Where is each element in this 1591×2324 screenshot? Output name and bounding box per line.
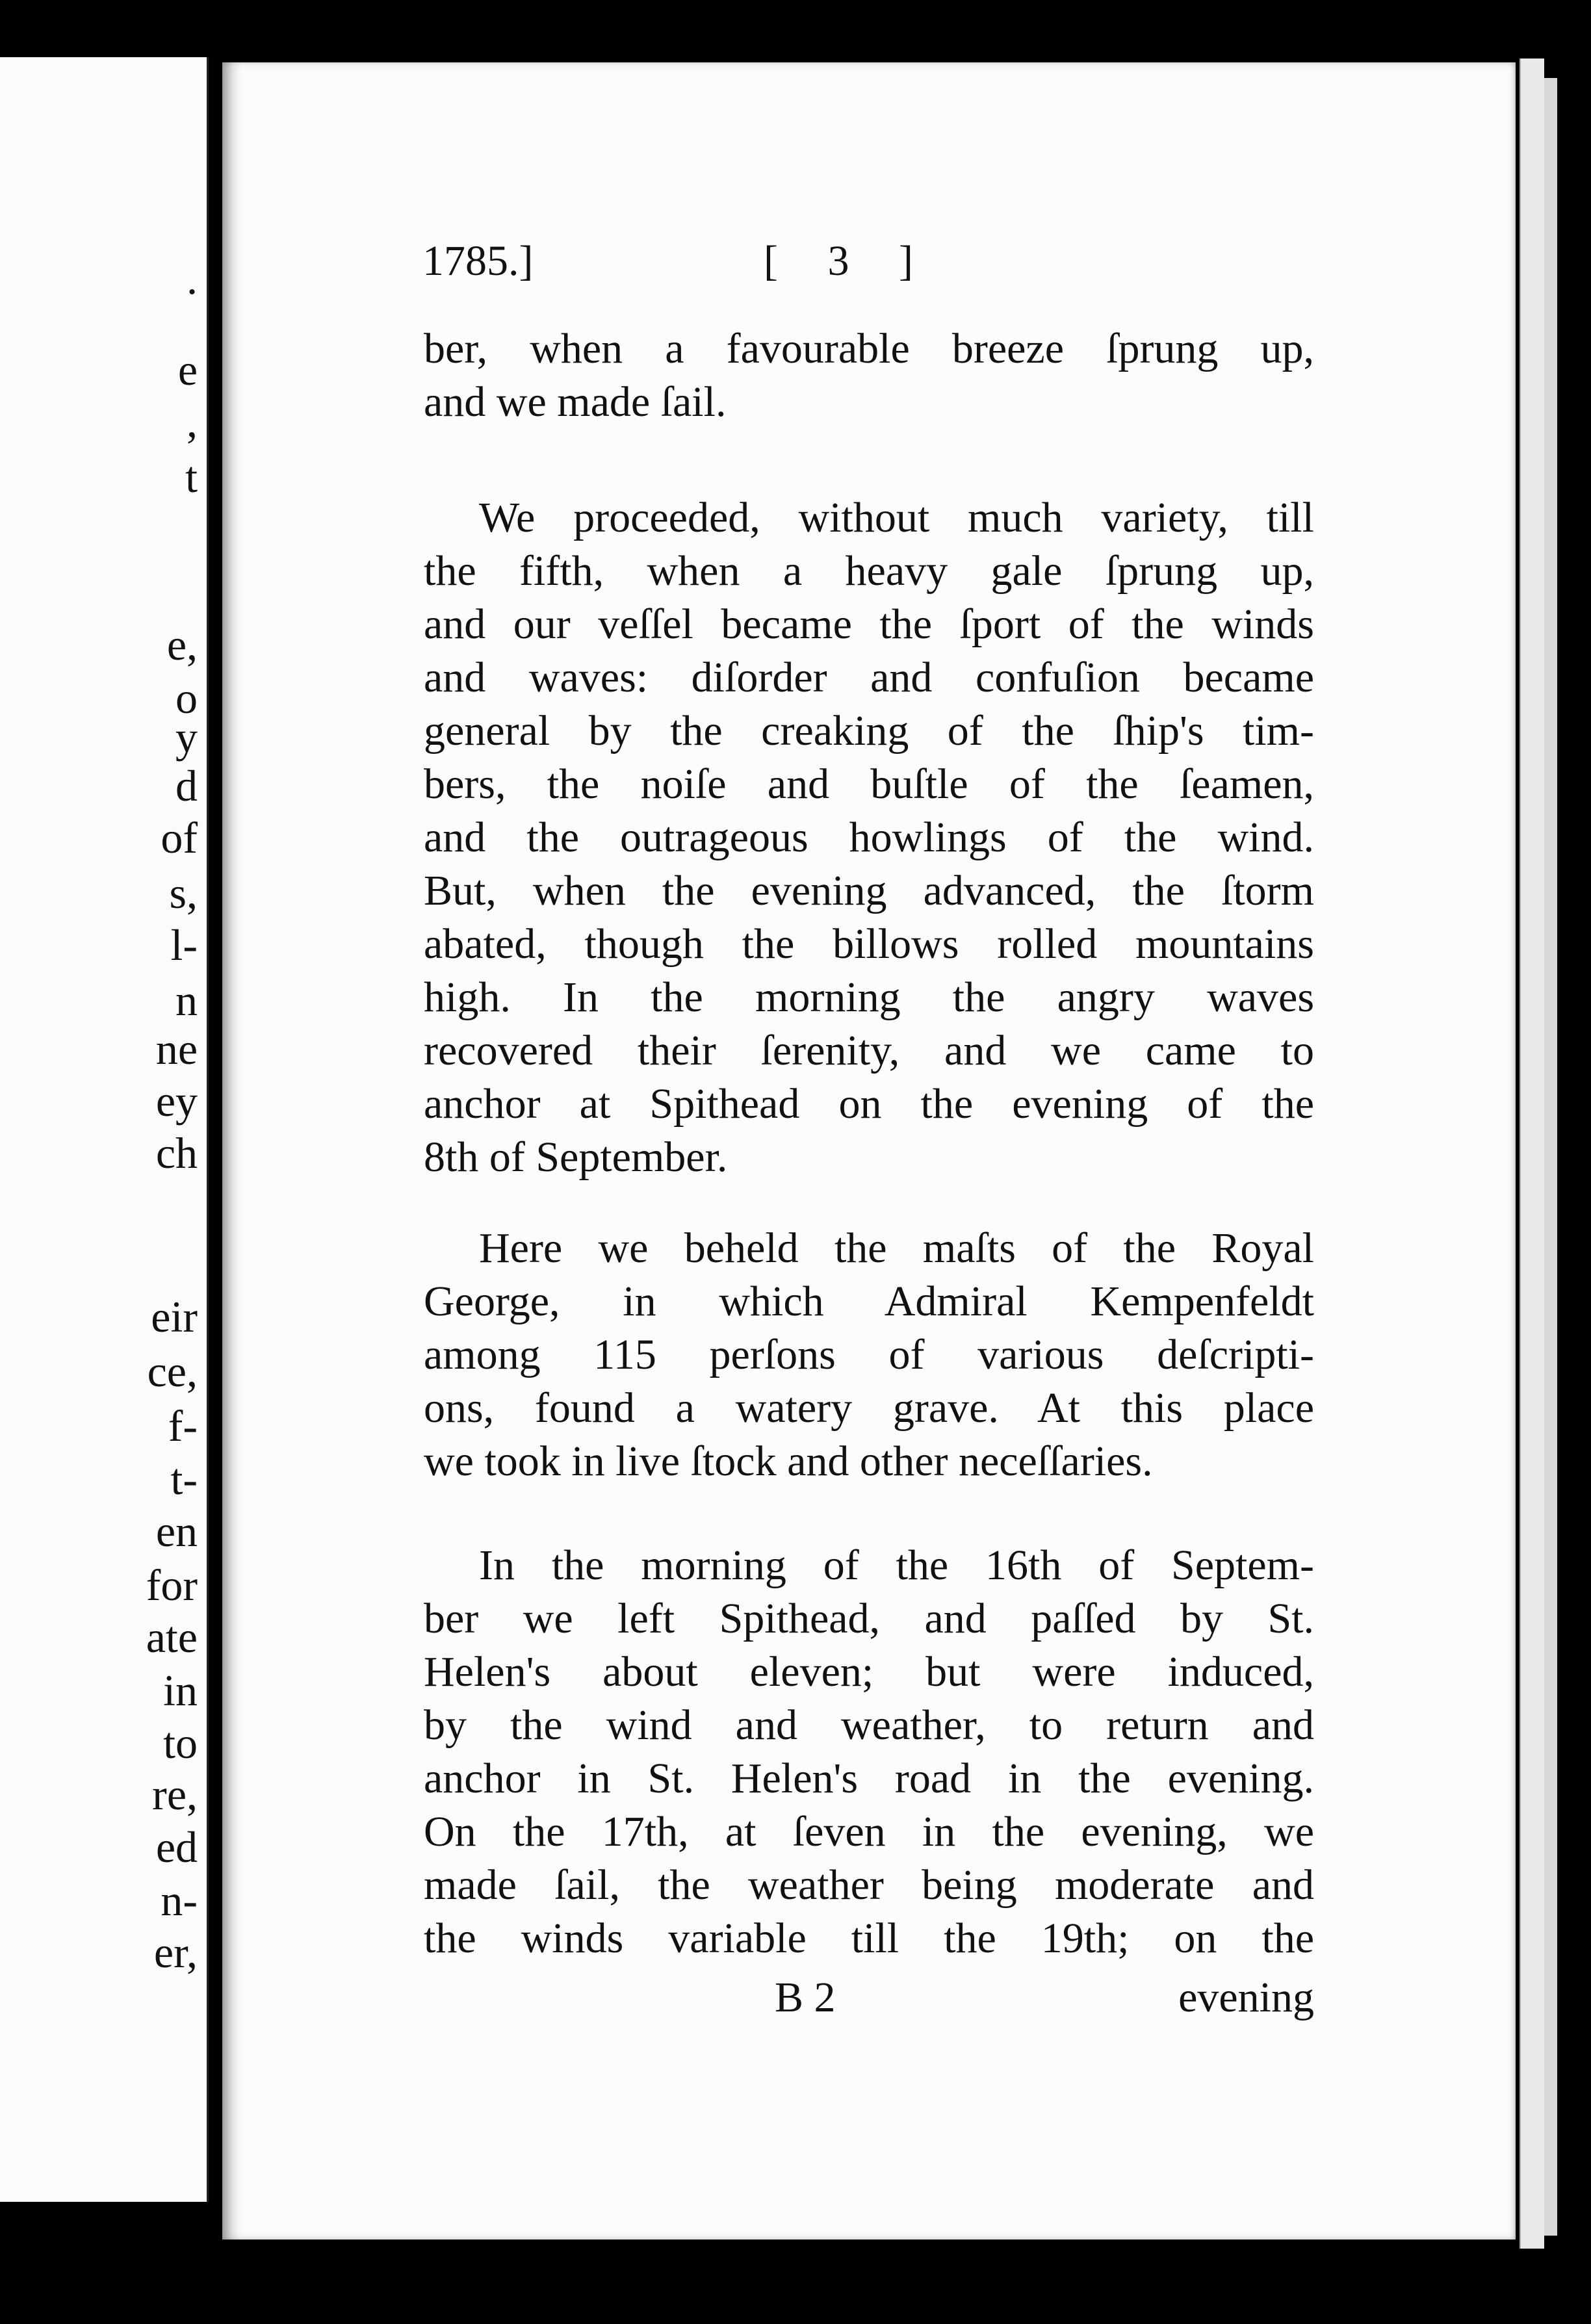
left-page-fragment: for [146, 1560, 198, 1610]
left-page-fragment: e [177, 345, 198, 394]
text-line: among 115 perſons of various deſcripti- [424, 1331, 1314, 1378]
text-line: Here we beheld the maſts of the Royal [479, 1224, 1314, 1272]
left-page-fragment: t- [170, 1454, 198, 1504]
left-page-fragment: . [187, 254, 198, 303]
left-page-fragment: f- [168, 1401, 198, 1451]
text-line: ons, found a watery grave. At this place [424, 1384, 1314, 1432]
left-page-fragment: , [187, 397, 198, 446]
left-page-fragment: ate [146, 1612, 198, 1662]
left-page-fragment: eir [151, 1292, 198, 1341]
left-page-fragment: re, [152, 1770, 198, 1819]
left-page-fragment: n- [161, 1876, 198, 1925]
text-line: made ſail, the weather being moderate and [424, 1861, 1314, 1909]
text-line: 8th of September. [424, 1133, 728, 1181]
paragraph [424, 1222, 1314, 1488]
left-page-fragment: d [175, 761, 198, 810]
page-header [422, 237, 1313, 295]
text-line: high. In the morning the angry waves [424, 974, 1314, 1021]
left-page-fragment: y [175, 712, 198, 762]
paragraph [424, 491, 1314, 1184]
left-page-fragment: n [175, 975, 198, 1025]
text-line: by the wind and weather, to return and [424, 1701, 1314, 1749]
text-line: we took in live ſtock and other neceſſaries. [424, 1438, 1153, 1485]
text-line: and the outrageous howlings of the wind. [424, 814, 1314, 861]
page-number: [ 3 ] [764, 237, 933, 285]
text-line: bers, the noiſe and buſtle of the ſeamen, [424, 760, 1314, 808]
text-line: abated, though the billows rolled mountains [424, 920, 1314, 968]
left-page-fragment: ed [155, 1822, 198, 1872]
left-page-fragment: in [163, 1666, 198, 1715]
text-line: and we made ſail. [424, 378, 727, 426]
text-line: recovered their ſerenity, and we came to [424, 1027, 1314, 1074]
text-line: Helen's about eleven; but were induced, [424, 1648, 1314, 1696]
left-page-fragment: s, [169, 868, 198, 918]
text-line: On the 17th, at ſeven in the evening, we [424, 1808, 1314, 1855]
left-page-fragment: en [155, 1506, 198, 1556]
left-page-fragment: ey [155, 1076, 198, 1126]
left-page-fragment: t [185, 452, 198, 502]
text-line: In the morning of the 16th of Septem- [479, 1542, 1314, 1589]
page-edge-shadow [1544, 78, 1557, 2236]
text-line: and our veſſel became the ſport of the winds [424, 600, 1314, 648]
catchword: evening [1178, 1974, 1314, 2021]
page-footer [424, 1973, 1314, 2026]
text-line: But, when the evening advanced, the ſtorm [424, 867, 1314, 914]
paragraph [424, 322, 1314, 429]
signature-mark: B 2 [775, 1974, 836, 2021]
text-line: general by the creaking of the ſhip's tim- [424, 707, 1314, 755]
text-line: anchor at Spithead on the evening of the [424, 1080, 1314, 1128]
running-date: 1785.] [422, 237, 534, 285]
left-page-fragment: ce, [147, 1347, 198, 1396]
left-page-fragment: ne [155, 1024, 198, 1074]
text-line: George, in which Admiral Kempenfeldt [424, 1278, 1314, 1325]
text-line: ber, when a favourable breeze ſprung up, [424, 325, 1314, 372]
paragraph [424, 1539, 1314, 1965]
text-line: We proceeded, without much variety, till [479, 494, 1314, 541]
left-page-fragment: l- [170, 920, 198, 970]
left-page-fragment: e, [166, 620, 198, 669]
text-line: ber we left Spithead, and paſſed by St. [424, 1595, 1314, 1642]
left-page-fragment: er, [153, 1928, 198, 1977]
left-page-fragment: of [161, 813, 198, 862]
text-line: anchor in St. Helen's road in the evening. [424, 1755, 1314, 1802]
text-line: the winds variable till the 19th; on the [424, 1915, 1314, 1962]
text-line: and waves: diſorder and confuſion became [424, 654, 1314, 701]
left-page-fragment: o [175, 673, 198, 723]
text-line: the fifth, when a heavy gale ſprung up, [424, 547, 1314, 595]
left-page-fragment: ch [155, 1128, 198, 1178]
left-page-fragment: to [163, 1718, 198, 1768]
page-edge [1520, 58, 1544, 2249]
